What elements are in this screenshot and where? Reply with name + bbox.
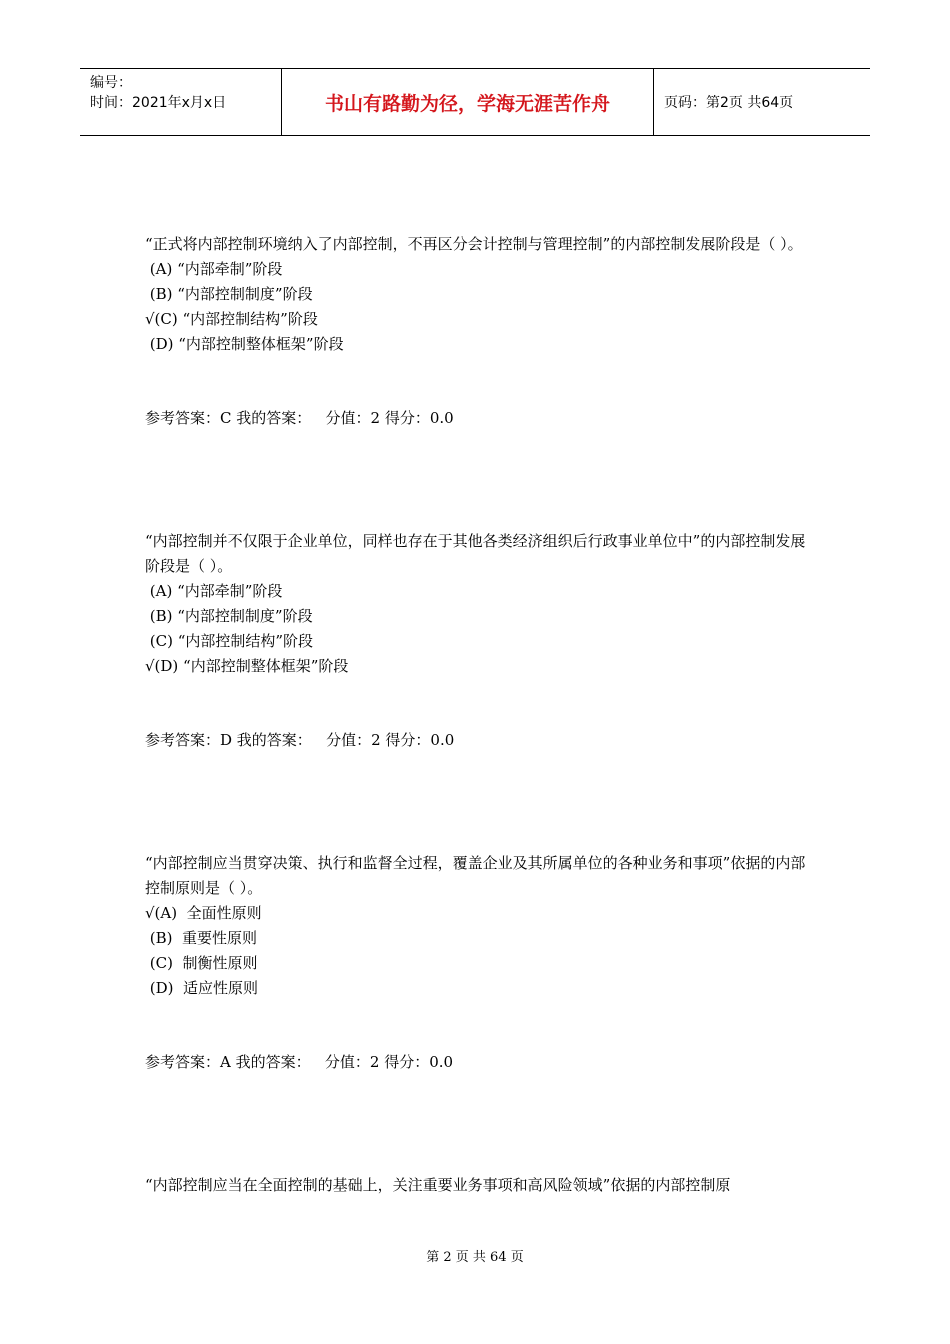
option-b: (B) 重要性原则 xyxy=(145,929,258,947)
option-c: (C) “内部控制结构”阶段 xyxy=(145,632,314,650)
option-b: (B) “内部控制制度”阶段 xyxy=(145,607,313,625)
header-meta xyxy=(80,69,282,135)
question-4 xyxy=(145,1173,820,1198)
answer-line: 参考答案：C 我的答案： 分值：2 得分：0.0 xyxy=(145,409,454,427)
option-c: (C) 制衡性原则 xyxy=(145,954,258,972)
option-d: (D) “内部控制整体框架”阶段 xyxy=(145,335,344,353)
question-3 xyxy=(145,851,820,1075)
header-motto: 书山有路勤为径，学海无涯苦作舟 xyxy=(282,69,654,135)
option-a: (A) “内部牵制”阶段 xyxy=(145,260,283,278)
option-a: (A) “内部牵制”阶段 xyxy=(145,582,283,600)
question-1 xyxy=(145,232,820,431)
answer-line: 参考答案：A 我的答案： 分值：2 得分：0.0 xyxy=(145,1053,454,1071)
document-body xyxy=(145,232,820,1198)
option-c: √(C) “内部控制结构”阶段 xyxy=(145,310,318,328)
question-text: “内部控制应当在全面控制的基础上，关注重要业务事项和高风险领域”依据的内部控制原 xyxy=(145,1176,731,1194)
document-number-label: 编号： xyxy=(90,75,132,91)
option-d: √(D) “内部控制整体框架”阶段 xyxy=(145,657,349,675)
header-page-info: 页码：第2页 共64页 xyxy=(664,95,794,111)
option-a: √(A) 全面性原则 xyxy=(145,904,262,922)
page-footer: 第 2 页 共 64 页 xyxy=(426,1250,524,1265)
option-b: (B) “内部控制制度”阶段 xyxy=(145,285,313,303)
page-header xyxy=(80,68,870,136)
question-2 xyxy=(145,529,820,753)
question-text: “内部控制应当贯穿决策、执行和监督全过程，覆盖企业及其所属单位的各种业务和事项”依据的内部控制原则是（ ）。 xyxy=(145,854,806,897)
option-d: (D) 适应性原则 xyxy=(145,979,259,997)
answer-line: 参考答案：D 我的答案： 分值：2 得分：0.0 xyxy=(145,731,455,749)
question-text: “内部控制并不仅限于企业单位，同样也存在于其他各类经济组织后行政事业单位中”的内部控制发展阶段是（ ）。 xyxy=(145,532,806,575)
question-text: “正式将内部控制环境纳入了内部控制，不再区分会计控制与管理控制”的内部控制发展阶段是（ ）。 xyxy=(145,235,803,253)
document-time-label: 时间：2021年x月x日 xyxy=(90,95,227,111)
